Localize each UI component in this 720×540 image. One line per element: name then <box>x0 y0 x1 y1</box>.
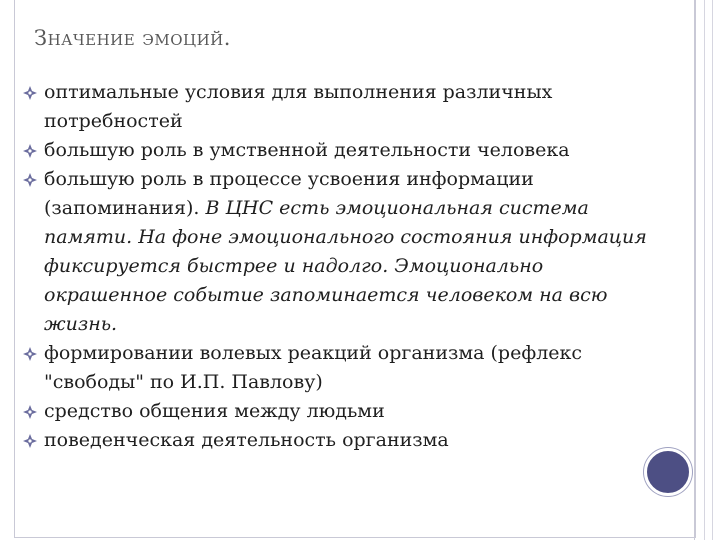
four-point-star-icon <box>23 173 37 187</box>
four-point-star-icon <box>23 144 37 158</box>
bullet-item <box>22 78 664 136</box>
bullet-item <box>22 339 664 397</box>
bullet-text: средство общения между людьми <box>44 400 385 422</box>
slide-title: Значение эмоций. <box>34 26 231 50</box>
bullet-item <box>22 426 664 455</box>
bullet-item <box>22 136 664 165</box>
four-point-star-icon <box>23 434 37 448</box>
bullet-text: формировании волевых реакций организма (рефлекс "свободы" по И.П. Павлову) <box>44 342 583 393</box>
bullet-list <box>22 78 664 455</box>
bullet-item <box>22 165 664 339</box>
bullet-text: большую роль в умственной деятельности человека <box>44 139 570 161</box>
bullet-item <box>22 397 664 426</box>
bullet-text: поведенческая деятельность организма <box>44 429 449 451</box>
side-rail <box>694 0 720 540</box>
four-point-star-icon <box>23 405 37 419</box>
rail-line <box>712 0 713 540</box>
four-point-star-icon <box>23 347 37 361</box>
bullet-text: оптимальные условия для выполнения различных потребностей <box>44 81 553 132</box>
rail-line <box>704 0 705 540</box>
bullet-text-italic: В ЦНС есть эмоциональная система памяти. На фоне эмоционального состояния информация фиксируется быстрее и надолго. Эмоционально окрашенное событие запоминается человеком на всю жизнь. <box>44 197 647 335</box>
decorative-circle <box>644 448 692 496</box>
four-point-star-icon <box>23 86 37 100</box>
bullet-text: большую роль в процессе усвоения информации (запоминания). <box>44 168 534 219</box>
